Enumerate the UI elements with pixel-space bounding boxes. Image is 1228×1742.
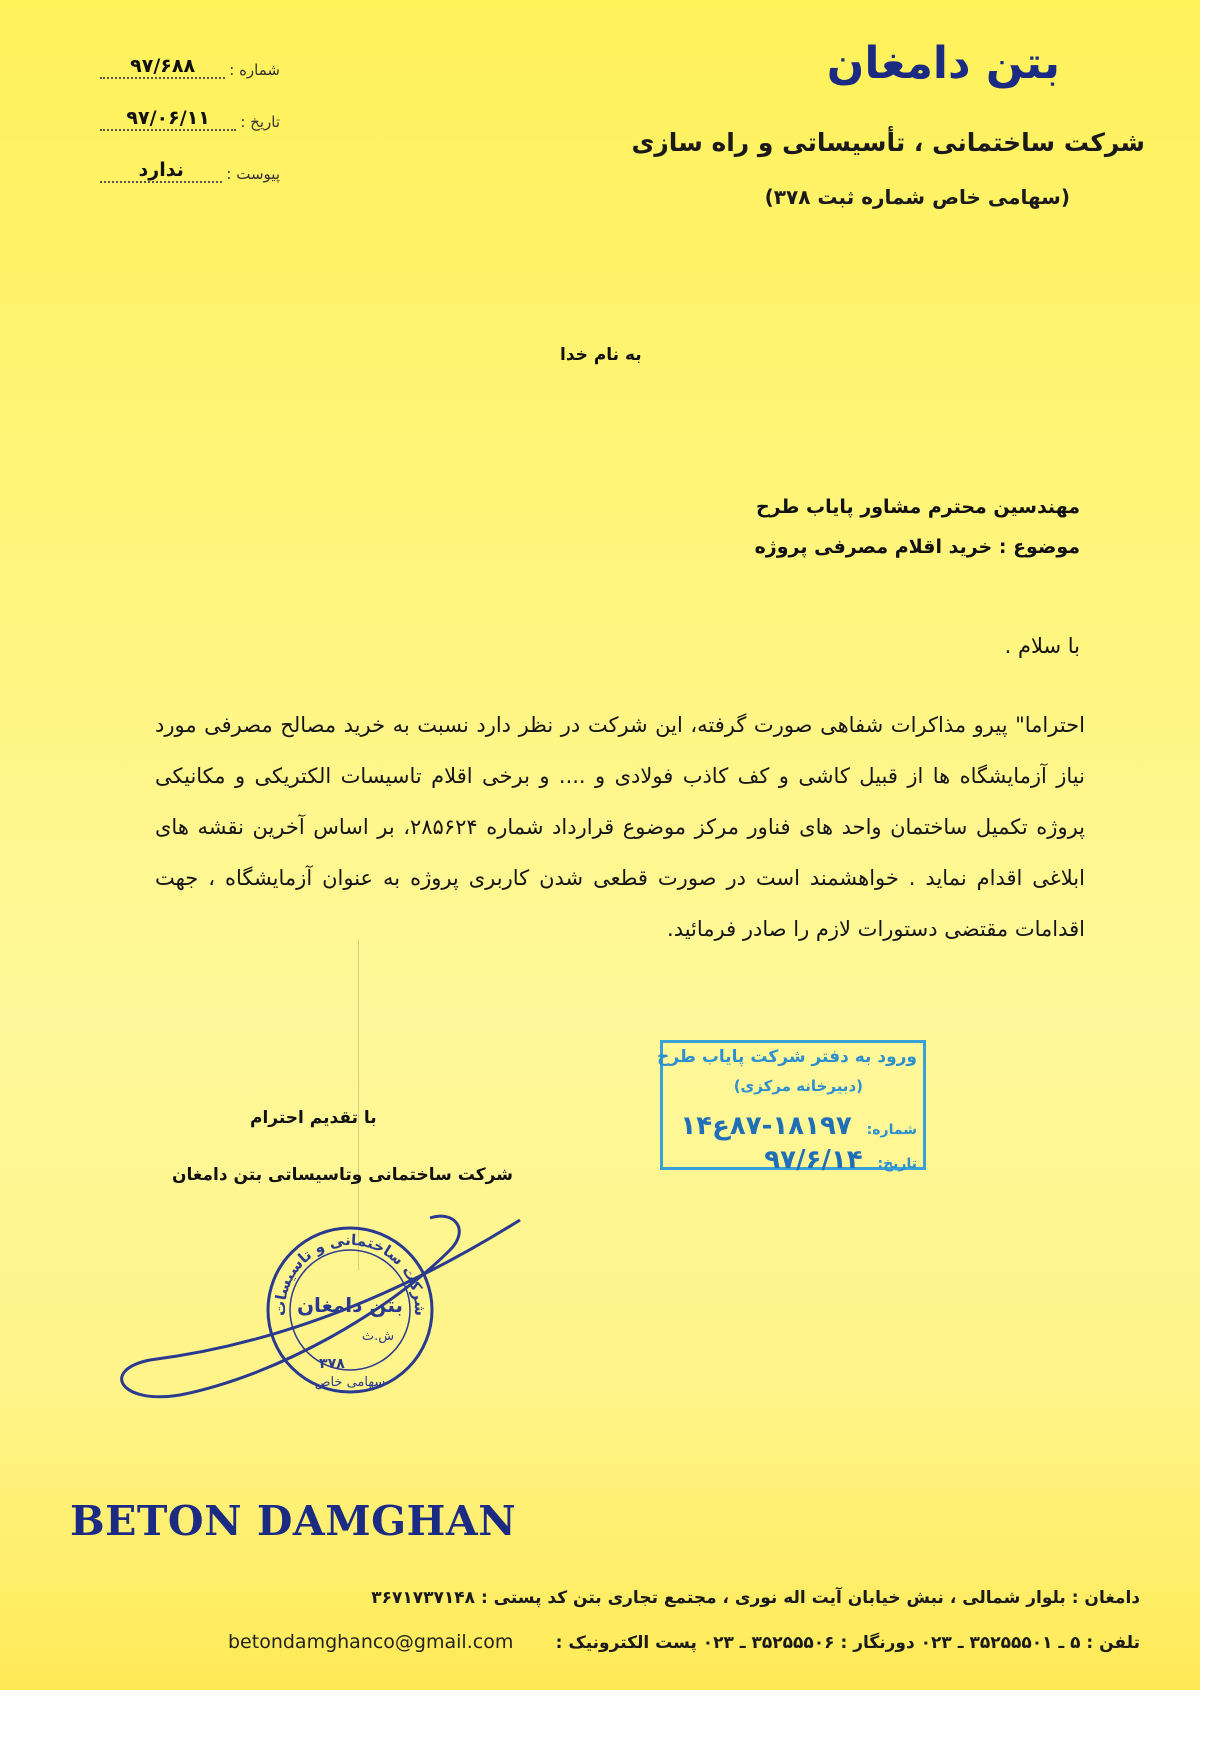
attachment-value: ندارد [100,160,222,183]
company-name: بتن دامغان [826,38,1060,89]
seal-sub-text: ش.ث [361,1329,395,1344]
letter-date-field [100,108,280,131]
letter-date-value: ۹۷/۰۶/۱۱ [100,108,236,131]
stamp-date-label: تاریخ: [877,1156,917,1172]
closing-company-name: شرکت ساختمانی وتاسیساتی بتن دامغان [172,1165,513,1185]
stamp-number-row [680,1111,917,1141]
attachment-label: پیوست : [226,164,280,183]
brand-name-english: BETON DAMGHAN [70,1497,517,1545]
stamp-date-value: ۹۷/۶/۱۴ [764,1145,863,1175]
stamp-title: ورود به دفتر شرکت پایاب طرح [657,1047,917,1067]
company-registration: (سهامی خاص شماره ثبت ۳۷۸) [764,185,1070,209]
greeting: با سلام . [1004,634,1080,658]
letter-number-field [100,56,280,79]
incoming-registration-stamp [657,1040,926,1175]
seal-center-text: بتن دامغان [296,1293,404,1317]
stamp-number-value: ۱۸۱۹۷-۸۷ع۱۴ [680,1111,852,1141]
subject-line: موضوع : خرید اقلام مصرفی پروژه [754,536,1080,558]
footer-phone-fax: تلفن : ۵ ـ ۳۵۲۵۵۵۰۱ ـ ۰۲۳ دورنگار : ۳۵۲۵۵۵۰۶ ـ ۰۲۳ پست الکترونیک : [555,1633,1140,1653]
seal-number-text: ۳۷۸ [319,1356,345,1372]
footer-address: دامغان : بلوار شمالی ، نبش خیابان آیت اله نوری ، مجتمع تجاری بتن کد پستی : ۳۶۷۱۷۳۷۱۴۸ [371,1588,1140,1608]
stamp-subtitle: (دبیرخانه مرکزی) [733,1077,863,1095]
letter-number-value: ۹۷/۶۸۸ [100,56,225,79]
closing-salutation: با تقدیم احترام [250,1108,377,1128]
footer-email: betondamghanco@gmail.com [228,1631,514,1653]
stamp-date-row [764,1145,917,1175]
seal-arc-text: شرکت ساختمانی و تاسیسات [270,1230,430,1317]
stamp-number-label: شماره: [866,1122,917,1138]
company-seal [110,1190,530,1430]
recipient-line: مهندسین محترم مشاور پایاب طرح [755,496,1080,518]
letter-body: احتراما" پیرو مذاکرات شفاهی صورت گرفته، این شرکت در نظر دارد نسبت به خرید مصالح مصرفی مورد نیاز آزمایشگاه ها از قبیل کاشی و کف کاذب فولادی و .... و برخی اقلام تاسیسات الکتریکی و مکانیکی پروژه تکمیل ساختمان واحد های فناور مرکز موضوع قرارداد شماره ۲۸۵۶۲۴، بر اساس آخرین نقشه های ابلاغی اقدام نماید . خواهشمند است در صورت قطعی شدن کاربری پروژه به عنوان آزمایشگاه ، جهت اقدامات مقتضی دستورات لازم را صادر فرمائید. [155,713,1086,941]
company-full-name: شرکت ساختمانی ، تأسیساتی و راه سازی [631,128,1145,157]
letter-number-label: شماره : [229,60,280,79]
attachment-field [100,160,280,183]
seal-bottom-text: سهامی خاص [314,1375,386,1390]
bismillah-heading: به نام خدا [560,345,642,365]
letter-date-label: تاریخ : [240,112,280,131]
